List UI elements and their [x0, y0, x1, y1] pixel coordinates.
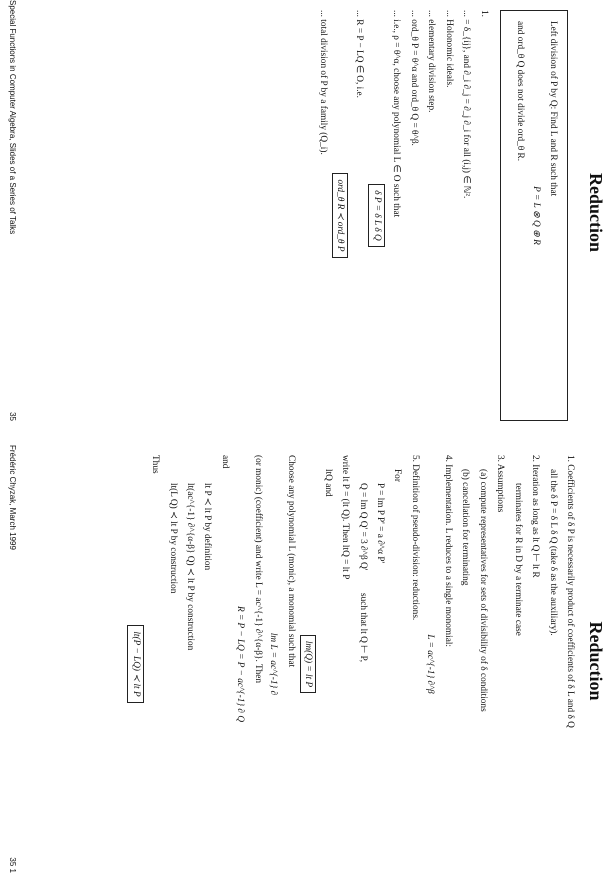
- formula: Q = lm Q Q' = 3 ∂^β Q': [357, 483, 368, 571]
- list-item: For: [392, 469, 403, 482]
- slide-35: [0, 0, 612, 425]
- list-item: 2. Iteration as long as lt Q ⊢ lt R: [530, 455, 541, 578]
- boxed-formula: lm(Q) = lt P: [300, 635, 316, 693]
- formula: L = ac^{-1} ∂^β: [425, 634, 436, 694]
- paragraph: ... Holonomic ideals.: [443, 10, 454, 88]
- paragraph: ... R = P − LQ ∈ O, i.e.: [354, 10, 365, 98]
- boxed-formula: ord_θ R ≺ ord_θ P: [332, 173, 348, 257]
- paragraph: ... = δ_{ij}, and ∂_i ∂_j = ∂_j ∂_i for all (i,j) ∈ ℕ².: [461, 10, 472, 199]
- slide-title: Reduction: [586, 172, 606, 252]
- paragraph: 1.: [478, 10, 489, 17]
- list-item: 1. Coefficients of δ P is necessarily product of coefficients of δ L and δ Q: [565, 455, 575, 728]
- footer-author-date: Frédéric Chyzak, March 1999: [8, 445, 17, 550]
- paragraph: write lt P = (lt Q). Then ltQ = lt P: [340, 455, 351, 580]
- list-item: 5. Definition of pseudo-division: reductions.: [409, 455, 420, 621]
- formula-note: such that lt Q ⊢ P,: [357, 593, 368, 663]
- footer-series: Special Functions in Computer Algebra, Slides of a Series of Talks: [8, 0, 17, 235]
- definition-box: [500, 10, 568, 421]
- list-item: (b) cancellation for terminating: [460, 469, 471, 586]
- formula: lt P ≺ lt P by definition: [202, 483, 213, 571]
- paragraph: ... ord_θ P = θ^α and ord_θ Q = θ^β.: [408, 10, 419, 146]
- paragraph: ... elementary division step.: [426, 10, 437, 113]
- page-number: 35: [8, 412, 17, 421]
- paragraph: Thus: [150, 455, 161, 474]
- slide-title: Reduction: [586, 621, 606, 701]
- slide-body: [124, 455, 576, 873]
- formula-row: [374, 455, 386, 873]
- formula-row: [356, 455, 368, 873]
- paragraph: (or monic) (coefficient) and write L = ac^{-1} ∂^{α-β}. Then: [252, 455, 263, 684]
- paragraph: ... i.e., ρ = θ^α, choose any polynomial L ∈ O such that: [391, 10, 402, 218]
- list-item: (a) compute representatives for sets of divisibility of δ conditions: [477, 469, 488, 712]
- formula: lt(ac^{-1} ∂^{α-β} Q) ≺ lt P by construction: [185, 483, 196, 651]
- paragraph: and: [219, 455, 230, 469]
- list-item: 3. Assumptions: [495, 455, 506, 513]
- definition-line: Left division of P by Q: Find L and R such that: [548, 21, 558, 197]
- formula: lm L = ac^{-1} ∂: [268, 632, 279, 696]
- formula: P = lm P P' = a ∂^α P': [375, 483, 386, 564]
- list-item: 4. Implementation. L reduces to a single monomial:: [442, 455, 453, 648]
- list-item: terminates for R in D by a terminate case: [512, 483, 523, 636]
- boxed-formula: lt(P − LQ) ≺ lt P: [127, 625, 143, 702]
- definition-line: and ord_θ Q does not divide ord_θ R.: [515, 21, 526, 162]
- formula: lt(L Q) ≺ lt P by construction: [167, 483, 178, 594]
- list-item: all the δ P = δ L δ Q (take δ as the auxiliary).: [547, 469, 558, 636]
- paragraph: Choose any polynomial L (monic), a monomial such that: [285, 455, 296, 668]
- page-number: 35 1: [8, 857, 17, 873]
- boxed-formula: δ P = δ L δ Q: [368, 184, 384, 246]
- paragraph: ltQ and: [322, 469, 333, 497]
- slide-body: [311, 10, 576, 421]
- definition-equation: P = L ⊗ Q ⊕ R: [530, 186, 541, 245]
- slide-35-1: [0, 445, 612, 877]
- formula: R = P − LQ = P − ac^{-1} ∂ Q: [235, 605, 246, 723]
- paragraph: ... total division of P by a family (Q_i).: [317, 10, 328, 155]
